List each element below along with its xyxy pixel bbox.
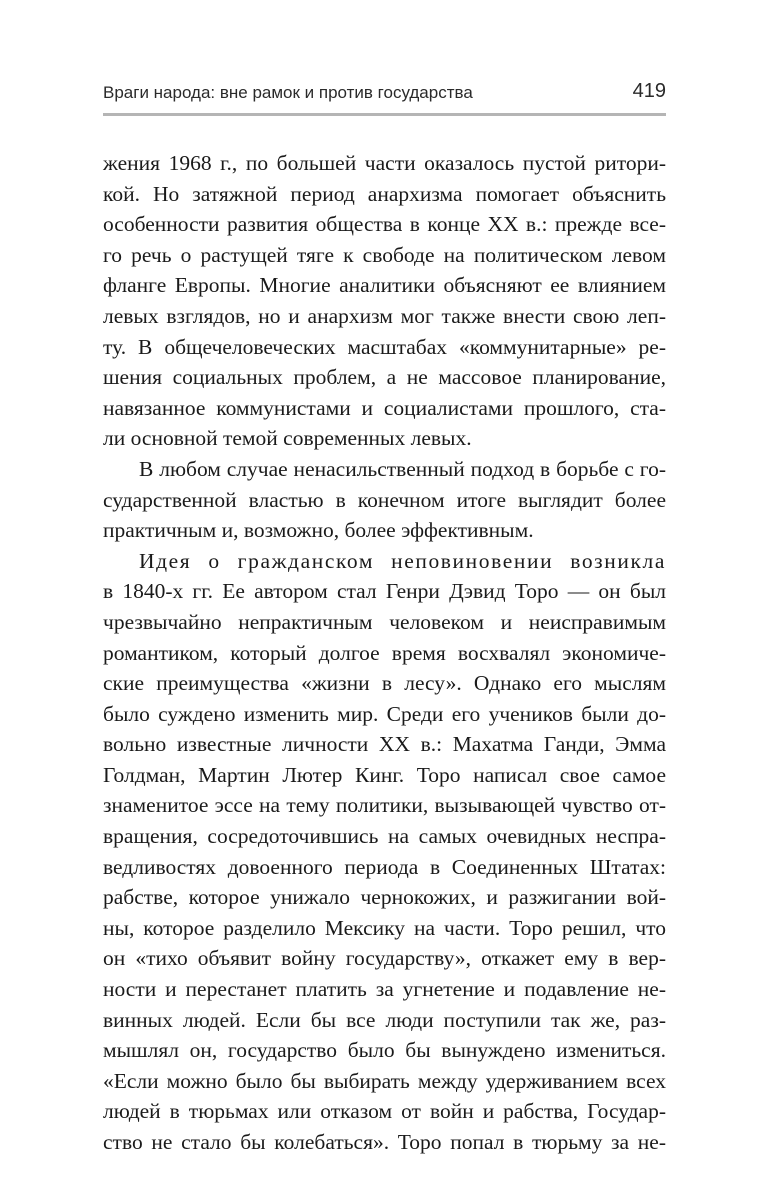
text-line: ности и перестанет платить за угнетение и подавление не- bbox=[103, 977, 666, 1002]
text-line: винных людей. Если бы все люди поступили так же, раз- bbox=[103, 1007, 666, 1032]
text-line: в 1840-х гг. Ее автором стал Генри Дэвид Торо — он был bbox=[103, 579, 666, 604]
text-line: практичным и, возможно, более эффективным. bbox=[103, 518, 534, 543]
text-line: го речь о растущей тяге к свободе на политическом левом bbox=[103, 242, 666, 267]
page-number: 419 bbox=[632, 80, 666, 102]
running-title: Враги народа: вне рамок и против государства bbox=[103, 83, 473, 102]
body-text bbox=[103, 148, 666, 1158]
text-line: чрезвычайно непрактичным человеком и неисправимым bbox=[103, 609, 666, 634]
text-line: сударственной властью в конечном итоге выглядит более bbox=[103, 487, 666, 512]
text-line: вращения, сосредоточившись на самых очевидных неспра- bbox=[103, 824, 666, 849]
paragraph-start-line: В любом случае ненасильственный подход в борьбе с го- bbox=[139, 456, 666, 481]
text-line: ские преимущества «жизни в лесу». Однако его мыслям bbox=[103, 671, 666, 696]
text-line: ведливостях довоенного периода в Соединенных Штатах: bbox=[103, 854, 666, 879]
header-rule bbox=[103, 113, 666, 116]
text-line: вольно известные личности XX в.: Махатма Ганди, Эмма bbox=[103, 732, 666, 757]
text-line: особенности развития общества в конце XX в.: прежде все- bbox=[103, 212, 666, 237]
running-head bbox=[103, 78, 666, 108]
text-line: шения социальных проблем, а не массовое планирование, bbox=[103, 365, 666, 390]
text-line: ли основной темой современных левых. bbox=[103, 426, 472, 451]
text-line: мышлял он, государство было бы вынуждено измениться. bbox=[103, 1038, 666, 1063]
text-line: жения 1968 г., по большей части оказалось пустой ритори- bbox=[103, 151, 666, 175]
text-line: левых взглядов, но и анархизм мог также внести свою леп- bbox=[103, 303, 666, 328]
text-line: романтиком, который долгое время восхвалял экономиче- bbox=[103, 640, 666, 665]
text-line: фланге Европы. Многие аналитики объясняют ее влиянием bbox=[103, 273, 666, 298]
text-line: было суждено изменить мир. Среди его учеников были до- bbox=[103, 701, 666, 726]
text-line: он «тихо объявит войну государству», откажет ему в вер- bbox=[103, 946, 666, 971]
text-line: навязанное коммунистами и социалистами прошлого, ста- bbox=[103, 395, 666, 420]
text-line: людей в тюрьмах или отказом от войн и рабства, Государ- bbox=[103, 1099, 666, 1124]
text-line: Голдман, Мартин Лютер Кинг. Торо написал свое самое bbox=[103, 762, 666, 787]
text-line: ту. В общечеловеческих масштабах «коммунитарные» ре- bbox=[103, 334, 666, 359]
text-line: кой. Но затяжной период анархизма помогает объяснить bbox=[103, 181, 666, 206]
paragraph-start-line: Идея о гражданском неповиновении возникла bbox=[139, 548, 666, 573]
text-line: «Если можно было бы выбирать между удерживанием всех bbox=[103, 1068, 666, 1093]
text-line: ство не стало бы колебаться». Торо попал в тюрьму за не- bbox=[103, 1130, 666, 1154]
text-line: ны, которое разделило Мексику на части. Торо решил, что bbox=[103, 915, 666, 940]
text-line: знаменитое эссе на тему политики, вызывающей чувство от- bbox=[103, 793, 666, 818]
text-line: рабстве, которое унижало чернокожих, и разжигании вой- bbox=[103, 885, 666, 910]
